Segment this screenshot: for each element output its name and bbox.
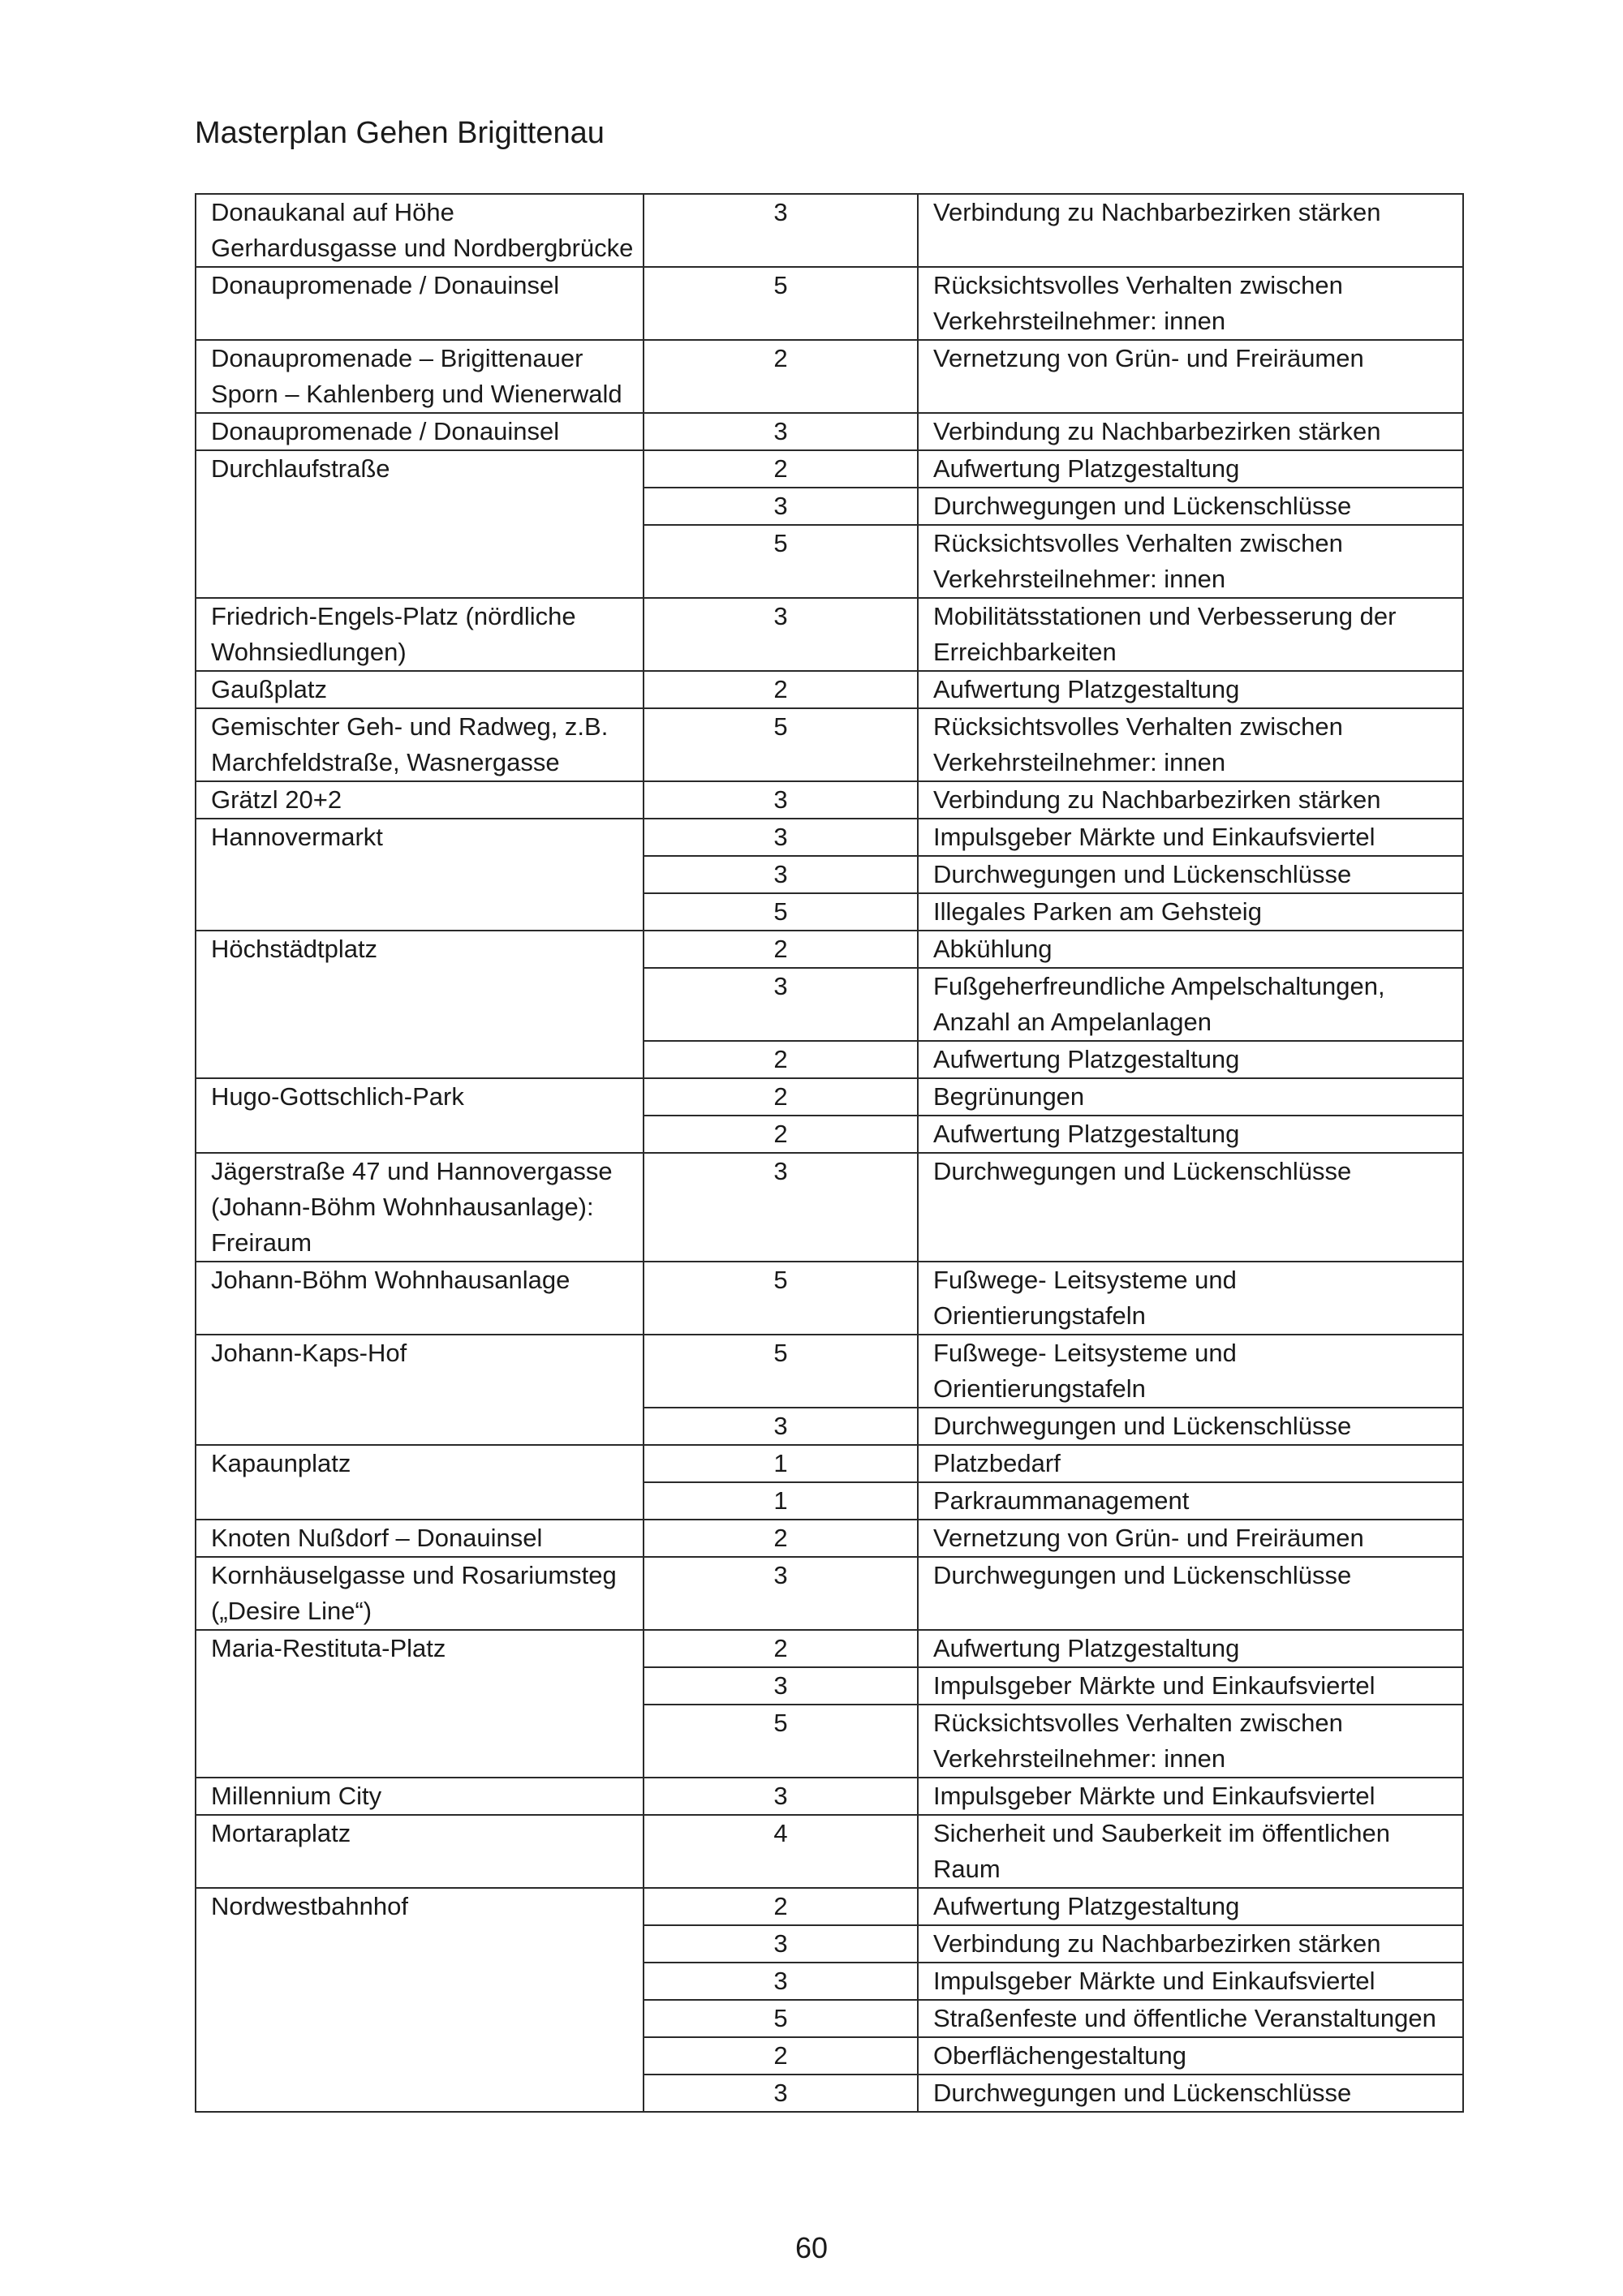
priority-cell: 3 <box>644 819 918 856</box>
location-cell: Gaußplatz <box>196 671 644 708</box>
measure-cell: Durchwegungen und Lückenschlüsse <box>918 488 1463 525</box>
priority-cell: 2 <box>644 1116 918 1153</box>
table-row <box>196 340 1463 413</box>
location-cell: Kornhäuselgasse und Rosariumsteg („Desire Line“) <box>196 1557 644 1630</box>
measures-table <box>195 193 1464 2113</box>
priority-cell: 2 <box>644 1041 918 1078</box>
measure-cell: Impulsgeber Märkte und Einkaufsviertel <box>918 819 1463 856</box>
priority-cell: 5 <box>644 893 918 931</box>
priority-cell: 5 <box>644 2000 918 2037</box>
table-row <box>196 267 1463 340</box>
priority-cell: 2 <box>644 1520 918 1557</box>
priority-cell: 3 <box>644 488 918 525</box>
priority-cell: 3 <box>644 1153 918 1262</box>
priority-cell: 2 <box>644 671 918 708</box>
location-cell: Durchlaufstraße <box>196 450 644 598</box>
measure-cell: Impulsgeber Märkte und Einkaufsviertel <box>918 1667 1463 1705</box>
location-cell: Donaukanal auf Höhe Gerhardusgasse und Nordbergbrücke <box>196 194 644 267</box>
table-row <box>196 1262 1463 1335</box>
measure-cell: Impulsgeber Märkte und Einkaufsviertel <box>918 1778 1463 1815</box>
priority-cell: 2 <box>644 340 918 413</box>
table-row <box>196 708 1463 781</box>
priority-cell: 3 <box>644 413 918 450</box>
priority-cell: 5 <box>644 1335 918 1408</box>
location-cell: Höchstädtplatz <box>196 931 644 1078</box>
priority-cell: 3 <box>644 194 918 267</box>
location-cell: Donaupromenade / Donauinsel <box>196 267 644 340</box>
table-row <box>196 1630 1463 1667</box>
measure-cell: Verbindung zu Nachbarbezirken stärken <box>918 1925 1463 1963</box>
priority-cell: 3 <box>644 1963 918 2000</box>
measure-cell: Rücksichtsvolles Verhalten zwischen Verkehrsteilnehmer: innen <box>918 708 1463 781</box>
measure-cell: Durchwegungen und Lückenschlüsse <box>918 1557 1463 1630</box>
measure-cell: Aufwertung Platzgestaltung <box>918 1888 1463 1925</box>
location-cell: Friedrich-Engels-Platz (nördliche Wohnsiedlungen) <box>196 598 644 671</box>
priority-cell: 3 <box>644 598 918 671</box>
priority-cell: 3 <box>644 1557 918 1630</box>
measure-cell: Sicherheit und Sauberkeit im öffentlichen Raum <box>918 1815 1463 1888</box>
measure-cell: Impulsgeber Märkte und Einkaufsviertel <box>918 1963 1463 2000</box>
location-cell: Hannovermarkt <box>196 819 644 931</box>
location-cell: Kapaunplatz <box>196 1445 644 1520</box>
location-cell: Jägerstraße 47 und Hannovergasse (Johann-Böhm Wohnhausanlage): Freiraum <box>196 1153 644 1262</box>
priority-cell: 2 <box>644 931 918 968</box>
table-row <box>196 931 1463 968</box>
priority-cell: 2 <box>644 1888 918 1925</box>
priority-cell: 3 <box>644 1778 918 1815</box>
measure-cell: Platzbedarf <box>918 1445 1463 1482</box>
measure-cell: Rücksichtsvolles Verhalten zwischen Verkehrsteilnehmer: innen <box>918 267 1463 340</box>
measure-cell: Fußgeherfreundliche Ampelschaltungen, Anzahl an Ampelanlagen <box>918 968 1463 1041</box>
measure-cell: Aufwertung Platzgestaltung <box>918 1116 1463 1153</box>
table-row <box>196 1888 1463 1925</box>
measure-cell: Illegales Parken am Gehsteig <box>918 893 1463 931</box>
location-cell: Donaupromenade / Donauinsel <box>196 413 644 450</box>
measure-cell: Vernetzung von Grün- und Freiräumen <box>918 340 1463 413</box>
table-row <box>196 1445 1463 1482</box>
measure-cell: Rücksichtsvolles Verhalten zwischen Verkehrsteilnehmer: innen <box>918 1705 1463 1778</box>
priority-cell: 5 <box>644 525 918 598</box>
measure-cell: Rücksichtsvolles Verhalten zwischen Verkehrsteilnehmer: innen <box>918 525 1463 598</box>
location-cell: Hugo-Gottschlich-Park <box>196 1078 644 1153</box>
table-row <box>196 781 1463 819</box>
priority-cell: 5 <box>644 1262 918 1335</box>
measure-cell: Straßenfeste und öffentliche Veranstaltungen <box>918 2000 1463 2037</box>
priority-cell: 5 <box>644 708 918 781</box>
measure-cell: Verbindung zu Nachbarbezirken stärken <box>918 194 1463 267</box>
priority-cell: 3 <box>644 856 918 893</box>
table-row <box>196 413 1463 450</box>
priority-cell: 1 <box>644 1482 918 1520</box>
priority-cell: 3 <box>644 2075 918 2112</box>
location-cell: Donaupromenade – Brigittenauer Sporn – Kahlenberg und Wienerwald <box>196 340 644 413</box>
location-cell: Maria-Restituta-Platz <box>196 1630 644 1778</box>
location-cell: Mortaraplatz <box>196 1815 644 1888</box>
measure-cell: Durchwegungen und Lückenschlüsse <box>918 856 1463 893</box>
measure-cell: Mobilitätsstationen und Verbesserung der Erreichbarkeiten <box>918 598 1463 671</box>
measure-cell: Verbindung zu Nachbarbezirken stärken <box>918 413 1463 450</box>
measure-cell: Begrünungen <box>918 1078 1463 1116</box>
priority-cell: 4 <box>644 1815 918 1888</box>
measure-cell: Aufwertung Platzgestaltung <box>918 1630 1463 1667</box>
table-row <box>196 1153 1463 1262</box>
table-row <box>196 1778 1463 1815</box>
priority-cell: 5 <box>644 1705 918 1778</box>
priority-cell: 3 <box>644 1408 918 1445</box>
measure-cell: Vernetzung von Grün- und Freiräumen <box>918 1520 1463 1557</box>
table-row <box>196 819 1463 856</box>
measures-table-body <box>196 194 1463 2112</box>
priority-cell: 2 <box>644 1630 918 1667</box>
measure-cell: Aufwertung Platzgestaltung <box>918 671 1463 708</box>
measure-cell: Abkühlung <box>918 931 1463 968</box>
measure-cell: Fußwege- Leitsysteme und Orientierungstafeln <box>918 1335 1463 1408</box>
measure-cell: Durchwegungen und Lückenschlüsse <box>918 1408 1463 1445</box>
table-row <box>196 1520 1463 1557</box>
priority-cell: 3 <box>644 781 918 819</box>
table-row <box>196 1078 1463 1116</box>
table-row <box>196 598 1463 671</box>
location-cell: Johann-Böhm Wohnhausanlage <box>196 1262 644 1335</box>
measure-cell: Verbindung zu Nachbarbezirken stärken <box>918 781 1463 819</box>
table-row <box>196 194 1463 267</box>
page-number: 60 <box>794 2231 829 2264</box>
priority-cell: 5 <box>644 267 918 340</box>
measure-cell: Fußwege- Leitsysteme und Orientierungstafeln <box>918 1262 1463 1335</box>
measure-cell: Durchwegungen und Lückenschlüsse <box>918 1153 1463 1262</box>
table-row <box>196 450 1463 488</box>
measure-cell: Oberflächengestaltung <box>918 2037 1463 2075</box>
location-cell: Millennium City <box>196 1778 644 1815</box>
priority-cell: 3 <box>644 1925 918 1963</box>
location-cell: Johann-Kaps-Hof <box>196 1335 644 1445</box>
priority-cell: 3 <box>644 968 918 1041</box>
measure-cell: Aufwertung Platzgestaltung <box>918 450 1463 488</box>
measure-cell: Durchwegungen und Lückenschlüsse <box>918 2075 1463 2112</box>
location-cell: Gemischter Geh- und Radweg, z.B. Marchfeldstraße, Wasnergasse <box>196 708 644 781</box>
priority-cell: 2 <box>644 2037 918 2075</box>
measure-cell: Parkraummanagement <box>918 1482 1463 1520</box>
measure-cell: Aufwertung Platzgestaltung <box>918 1041 1463 1078</box>
table-row <box>196 1557 1463 1630</box>
priority-cell: 3 <box>644 1667 918 1705</box>
location-cell: Nordwestbahnhof <box>196 1888 644 2112</box>
location-cell: Knoten Nußdorf – Donauinsel <box>196 1520 644 1557</box>
priority-cell: 1 <box>644 1445 918 1482</box>
table-row <box>196 1815 1463 1888</box>
table-row <box>196 671 1463 708</box>
table-row <box>196 1335 1463 1408</box>
location-cell: Grätzl 20+2 <box>196 781 644 819</box>
document-header-title: Masterplan Gehen Brigittenau <box>195 116 605 150</box>
priority-cell: 2 <box>644 450 918 488</box>
priority-cell: 2 <box>644 1078 918 1116</box>
